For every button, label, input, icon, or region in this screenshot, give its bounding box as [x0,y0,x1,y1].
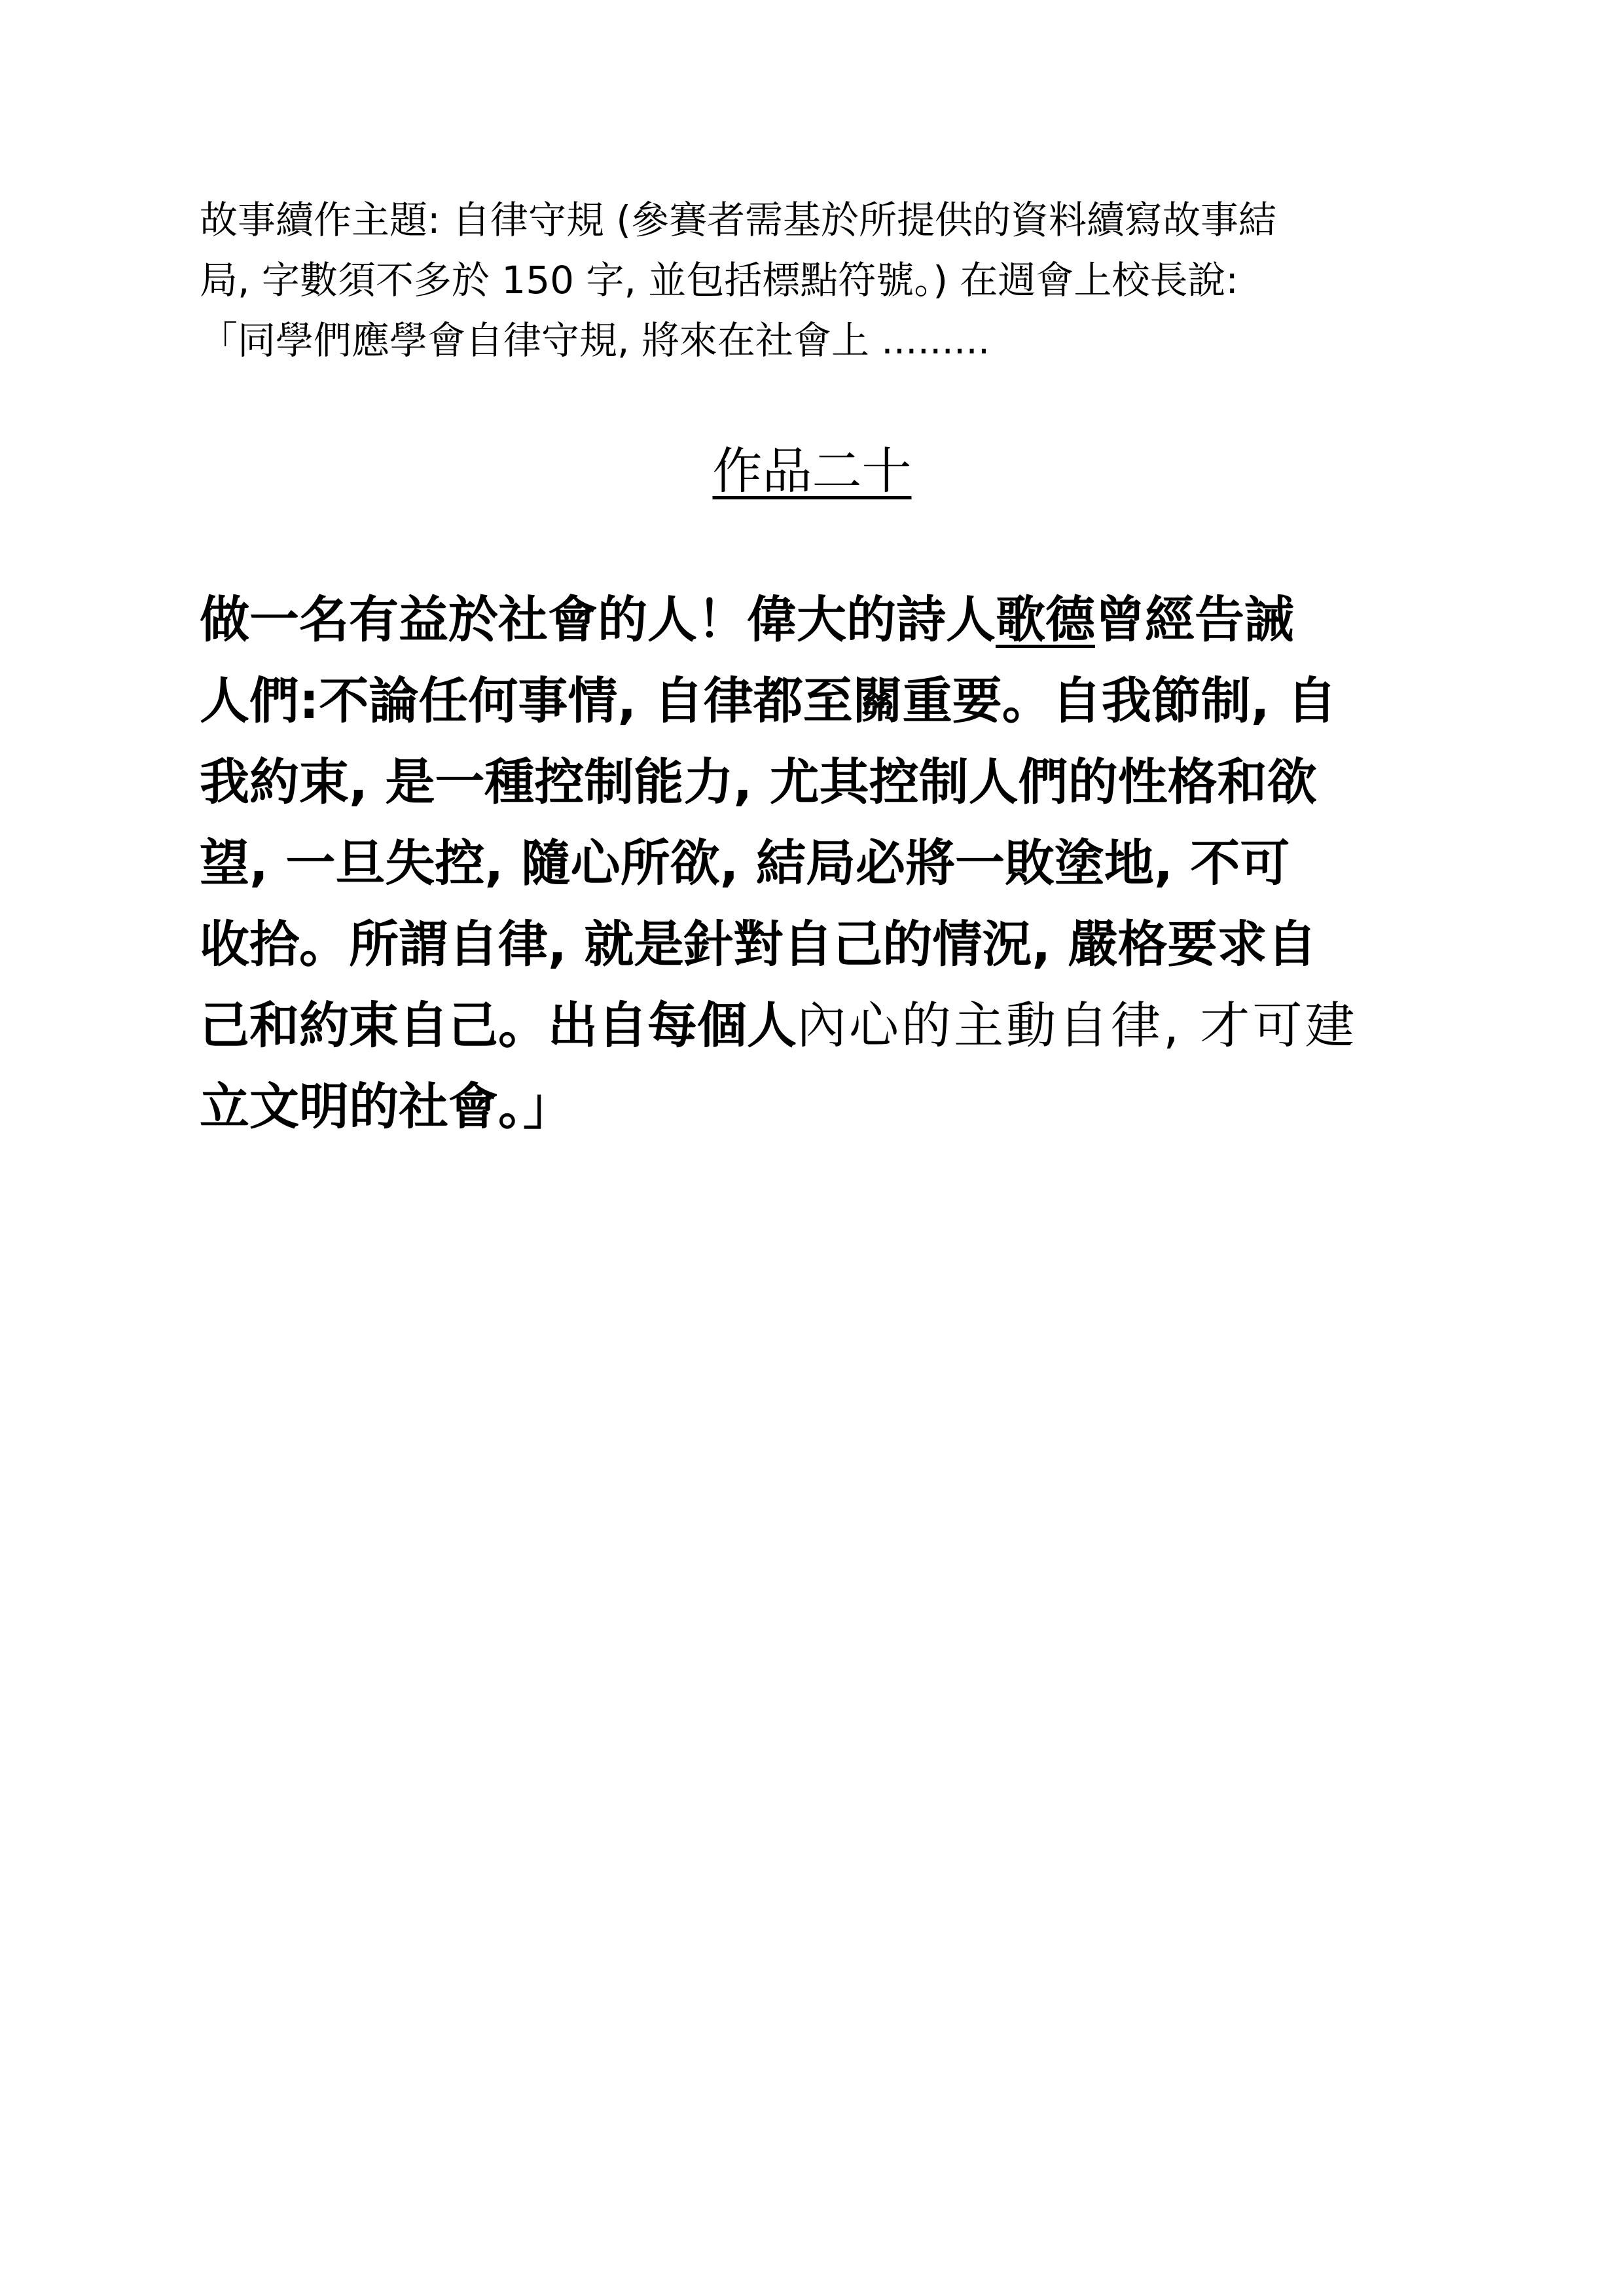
entry-title-text: 作品二十 [712,442,912,500]
essay-line-7: 立文明的社會。」 [200,1077,573,1136]
essay-line-1-start: 做一名有益於社會的人！偉大的詩人 [200,590,996,649]
essay-line-3: 我約束, 是一種控制能力, 尤其控制人們的性格和欲 [200,753,1317,811]
prompt-line-3: 「同學們應學會自律守規, 將來在社會上 ......... [200,318,990,363]
essay-line-6-end: 內心的主動自律, 才可建 [797,996,1358,1054]
poet-name: 歌德 [996,590,1095,649]
prompt-line-2: 局, 字數須不多於 150 字, 並包括標點符號。) 在週會上校長說: [200,258,1238,302]
essay-line-1-end: 曾經告誡 [1095,590,1294,649]
entry-title [0,435,1624,507]
essay-line-6 [200,985,1443,1066]
essay-line-4: 望, 一旦失控, 隨心所欲, 結局必將一敗塗地, 不可 [200,834,1290,892]
essay-line-5: 收拾。所謂自律, 就是針對自己的情況, 嚴格要求自 [200,915,1317,973]
essay-line-6-start: 己和約束自己。出自每個人 [200,996,797,1054]
story-prompt [200,190,1443,370]
essay-body [200,579,1443,1147]
essay-line-2: 人們:不論任何事情, 自律都至關重要。自我節制, 自 [200,672,1337,730]
prompt-line-1: 故事續作主題: 自律守規 (參賽者需基於所提供的資料續寫故事結 [200,198,1277,242]
essay-line-1 [200,579,1443,660]
